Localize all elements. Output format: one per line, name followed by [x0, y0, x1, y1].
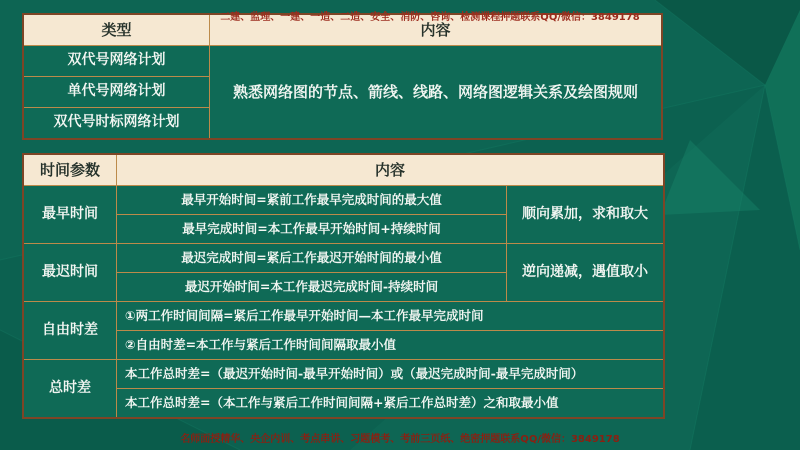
- table2-line-total-float-formula-2: 本工作总时差=（本工作与紧后工作时间间隔+紧后工作总时差）之和取最小值: [117, 389, 663, 417]
- table2-line-free-float-formula: ②自由时差=本工作与紧后工作时间间隔取最小值: [117, 331, 663, 359]
- time-parameter-table: [22, 153, 665, 419]
- table1-row-single-code: 单代号网络计划: [24, 77, 209, 107]
- table2-line-total-float-formula-1: 本工作总时差=（最迟开始时间-最早开始时间）或（最迟完成时间-最早完成时间）: [117, 360, 663, 388]
- table2-line-latest-finish: 最迟完成时间=紧后工作最迟开始时间的最小值: [117, 244, 506, 272]
- table2-line-earliest-finish: 最早完成时间=本工作最早开始时间+持续时间: [117, 215, 506, 243]
- table2-line-interval: ①两工作时间间隔=紧后工作最早开始时间—本工作最早完成时间: [117, 302, 663, 330]
- promo-text-top: 二建、监理、一建、一造、二造、安全、消防、咨询、检测课程押题联系QQ/微信：3849178: [220, 12, 640, 23]
- table2-note-backward-decrease: 逆向递减，遇值取小: [507, 244, 663, 301]
- table1-content-cell: 熟悉网络图的节点、箭线、线路、网络图逻辑关系及绘图规则: [210, 46, 661, 138]
- table1-header-content: 内容: [210, 15, 661, 45]
- table2-label-total-float: 总时差: [24, 360, 116, 417]
- table2-label-latest-time: 最迟时间: [24, 244, 116, 301]
- table2-header-content: 内容: [117, 155, 663, 185]
- promo-text-bottom: 名师面授精华、央企内训、考点串讲、习题模考、考前三页纸、绝密押题联系QQ/微信：3849178: [180, 434, 620, 445]
- table2-label-free-float: 自由时差: [24, 302, 116, 359]
- table2-header-parameter: 时间参数: [24, 155, 116, 185]
- table2-label-earliest-time: 最早时间: [24, 186, 116, 243]
- network-plan-type-table: [22, 13, 663, 140]
- table1-row-timescale: 双代号时标网络计划: [24, 108, 209, 138]
- table2-line-latest-start: 最迟开始时间=本工作最迟完成时间-持续时间: [117, 273, 506, 301]
- table1-header-type: 类型: [24, 15, 209, 45]
- table1-row-double-code: 双代号网络计划: [24, 46, 209, 76]
- table2-note-forward-accumulate: 顺向累加，求和取大: [507, 186, 663, 243]
- table2-line-earliest-start: 最早开始时间=紧前工作最早完成时间的最大值: [117, 186, 506, 214]
